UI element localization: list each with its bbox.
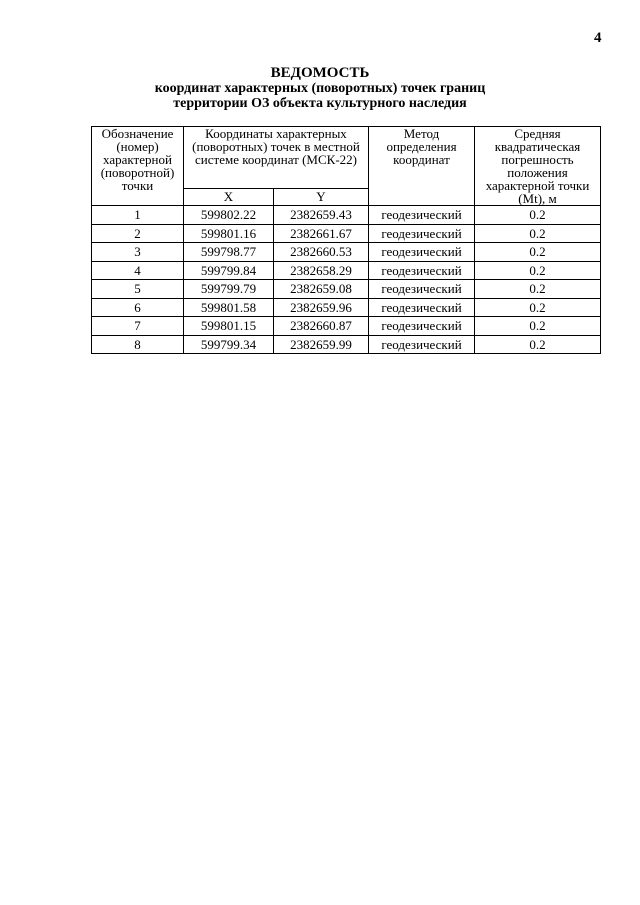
y-cell: 2382660.87 <box>274 317 369 336</box>
table-row <box>92 280 601 299</box>
x-cell: 599799.79 <box>184 280 274 299</box>
error-cell: 0.2 <box>475 243 601 262</box>
y-cell: 2382659.43 <box>274 206 369 225</box>
x-cell: 599801.15 <box>184 317 274 336</box>
x-cell: 599799.34 <box>184 335 274 354</box>
method-cell: геодезический <box>369 335 475 354</box>
y-cell: 2382660.53 <box>274 243 369 262</box>
title-line-1: координат характерных (поворотных) точек границ <box>154 81 486 96</box>
point-number-cell: 5 <box>92 280 184 299</box>
title-main: ВЕДОМОСТЬ <box>270 65 370 81</box>
method-cell: геодезический <box>369 243 475 262</box>
y-cell: 2382659.99 <box>274 335 369 354</box>
x-cell: 599798.77 <box>184 243 274 262</box>
header-y: Y <box>274 188 369 205</box>
header-x: X <box>184 188 274 205</box>
y-cell: 2382661.67 <box>274 224 369 243</box>
x-cell: 599799.84 <box>184 261 274 280</box>
point-number-cell: 3 <box>92 243 184 262</box>
coordinates-table <box>91 126 601 354</box>
error-cell: 0.2 <box>475 298 601 317</box>
error-cell: 0.2 <box>475 280 601 299</box>
point-number-cell: 2 <box>92 224 184 243</box>
document-title <box>0 66 640 111</box>
error-cell: 0.2 <box>475 224 601 243</box>
table-body <box>92 206 601 354</box>
method-cell: геодезический <box>369 280 475 299</box>
header-coordinates: Координаты характерных (поворотных) точек в местной системе координат (МСК-22) <box>184 127 369 189</box>
table-row <box>92 206 601 225</box>
page-number: 4 <box>594 30 602 46</box>
x-cell: 599801.58 <box>184 298 274 317</box>
method-cell: геодезический <box>369 224 475 243</box>
point-number-cell: 8 <box>92 335 184 354</box>
point-number-cell: 4 <box>92 261 184 280</box>
table-row <box>92 298 601 317</box>
x-cell: 599801.16 <box>184 224 274 243</box>
header-error: Средняя квадратическая погрешность положения характерной точки (Mt), м <box>475 127 601 206</box>
method-cell: геодезический <box>369 261 475 280</box>
y-cell: 2382658.29 <box>274 261 369 280</box>
error-cell: 0.2 <box>475 317 601 336</box>
point-number-cell: 7 <box>92 317 184 336</box>
y-cell: 2382659.08 <box>274 280 369 299</box>
table-row <box>92 243 601 262</box>
header-point-number: Обозначение (номер) характерной (поворотной) точки <box>92 127 184 206</box>
table-row <box>92 317 601 336</box>
table-row <box>92 224 601 243</box>
header-method: Метод определения координат <box>369 127 475 206</box>
point-number-cell: 1 <box>92 206 184 225</box>
x-cell: 599802.22 <box>184 206 274 225</box>
method-cell: геодезический <box>369 298 475 317</box>
y-cell: 2382659.96 <box>274 298 369 317</box>
error-cell: 0.2 <box>475 261 601 280</box>
error-cell: 0.2 <box>475 206 601 225</box>
point-number-cell: 6 <box>92 298 184 317</box>
table-row <box>92 335 601 354</box>
method-cell: геодезический <box>369 317 475 336</box>
title-line-2: территории ОЗ объекта культурного наследия <box>173 96 467 111</box>
method-cell: геодезический <box>369 206 475 225</box>
table-row <box>92 261 601 280</box>
error-cell: 0.2 <box>475 335 601 354</box>
